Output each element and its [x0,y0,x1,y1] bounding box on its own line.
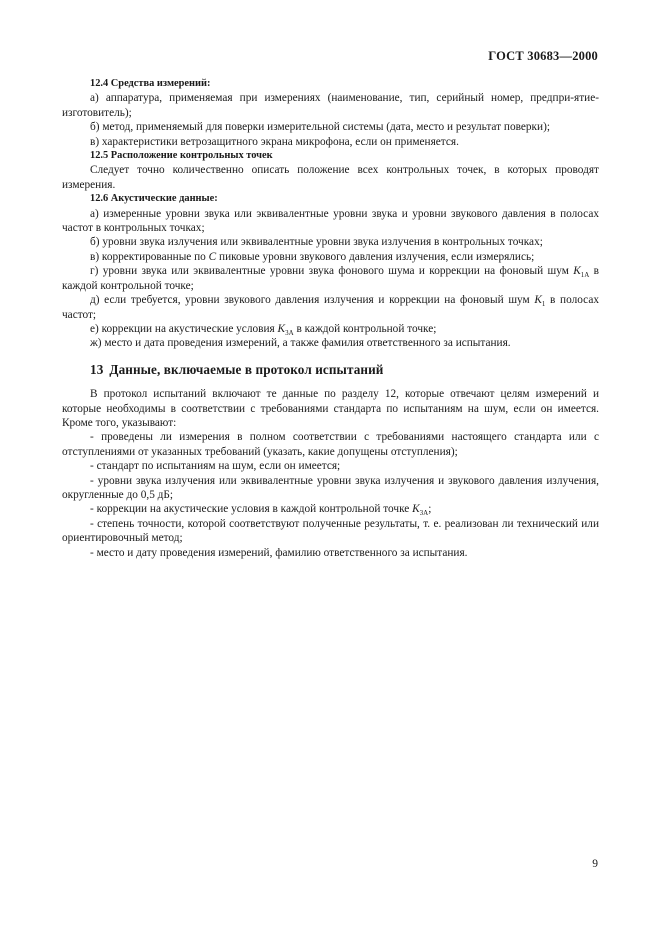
document-body [62,77,599,560]
subsection-12-4-heading [62,77,599,91]
subsection-12-5-heading [62,149,599,163]
document-header: ГОСТ 30683—2000 [488,49,598,63]
item-text: в полосах частот; [62,294,599,321]
item-12-6-d [62,293,599,322]
item-12-6-zh: ж) место и дата проведения измерений, а также фамилия ответственного за испытания. [90,337,511,350]
item-12-6-e [62,322,599,336]
item-text: в) корректированные по [90,250,209,263]
symbol-k: K [277,322,286,335]
subsection-number: 12.5 [90,150,109,162]
subsection-number: 12.4 [90,78,109,89]
section-13-heading [62,363,599,377]
section-number: 13 [90,361,104,377]
symbol-c: C [208,250,217,263]
list-item-13-3: - уровни звука излучения или эквивалентные уровни звука излучения и звукового давления излучения, округленные до 0,5 дБ; [62,474,599,501]
symbol-subscript: 1 [541,300,546,309]
item-text: - коррекции на акустические условия в каждой контрольной точке [90,503,413,516]
list-item-13-2: - стандарт по испытаниям на шум, если он имеется; [90,460,341,473]
section-13-intro: В протокол испытаний включают те данные по разделу 12, которые отвечают целям измерений и которые необходимы в соответствии с требованиями стандарта по испытаниям на шум, если он имеется. Кроме того, указывают: [62,388,599,429]
item-text: в каждой контрольной точке; [62,265,599,292]
subsection-12-6-heading [62,192,599,206]
section-title: Данные, включаемые в протокол испытаний [109,361,384,377]
item-text: ; [428,503,432,516]
item-12-6-b: б) уровни звука излучения или эквивалентные уровни звука излучения в контрольных точках; [90,236,543,249]
subsection-title: Средства измерений: [110,78,211,89]
item-12-4-b: б) метод, применяемый для поверки измерительной системы (дата, место и результат поверки); [90,121,550,134]
list-item-13-5: - степень точности, которой соответствуют полученные результаты, т. е. реализован ли технический или ориентировочный метод; [62,517,599,545]
symbol-subscript: 3A [285,328,294,337]
item-12-6-a: а) измеренные уровни звука или эквивалентные уровни звука и уровни звукового давления в полосах частот в контрольных точках; [62,207,599,235]
item-text: г) уровни звука или эквивалентные уровни звука фонового шума и коррекции на фоновый шум [90,265,574,278]
item-text: е) коррекции на акустические условия [90,322,278,335]
item-12-4-a: а) аппаратура, применяемая при измерениях (наименование, тип, серийный номер, предпри-ятие-изготовитель); [62,92,599,119]
subsection-title: Расположение контрольных точек [110,150,273,162]
list-item-13-1: - проведены ли измерения в полном соответствии с требованиями настоящего стандарта или с отступлениями от указанных требований (указать, какие допущены отступления); [62,431,599,458]
item-text: д) если требуется, уровни звукового давления излучения и коррекции на фоновый шум [90,294,535,307]
item-12-6-v [62,250,599,264]
symbol-subscript: 3A [419,509,429,518]
item-12-6-g [62,264,599,293]
item-text: пиковые уровни звукового давления излучения, если измерялись; [216,250,535,263]
list-item-13-6: - место и дату проведения измерений, фамилию ответственного за испытания. [90,546,468,559]
symbol-k: K [573,265,581,278]
text-12-5: Следует точно количественно описать положение всех контрольных точек, в которых проводят измерения. [62,164,599,191]
symbol-subscript: 1A [580,271,590,280]
list-item-13-4 [62,502,599,516]
symbol-k: K [412,503,420,516]
symbol-k: K [534,294,542,307]
subsection-number: 12.6 [90,193,109,205]
page-number: 9 [592,857,598,870]
subsection-title: Акустические данные: [110,193,218,205]
item-text: в каждой контрольной точке; [293,322,437,335]
item-12-4-v: в) характеристики ветрозащитного экрана микрофона, если он применяется. [90,135,459,148]
